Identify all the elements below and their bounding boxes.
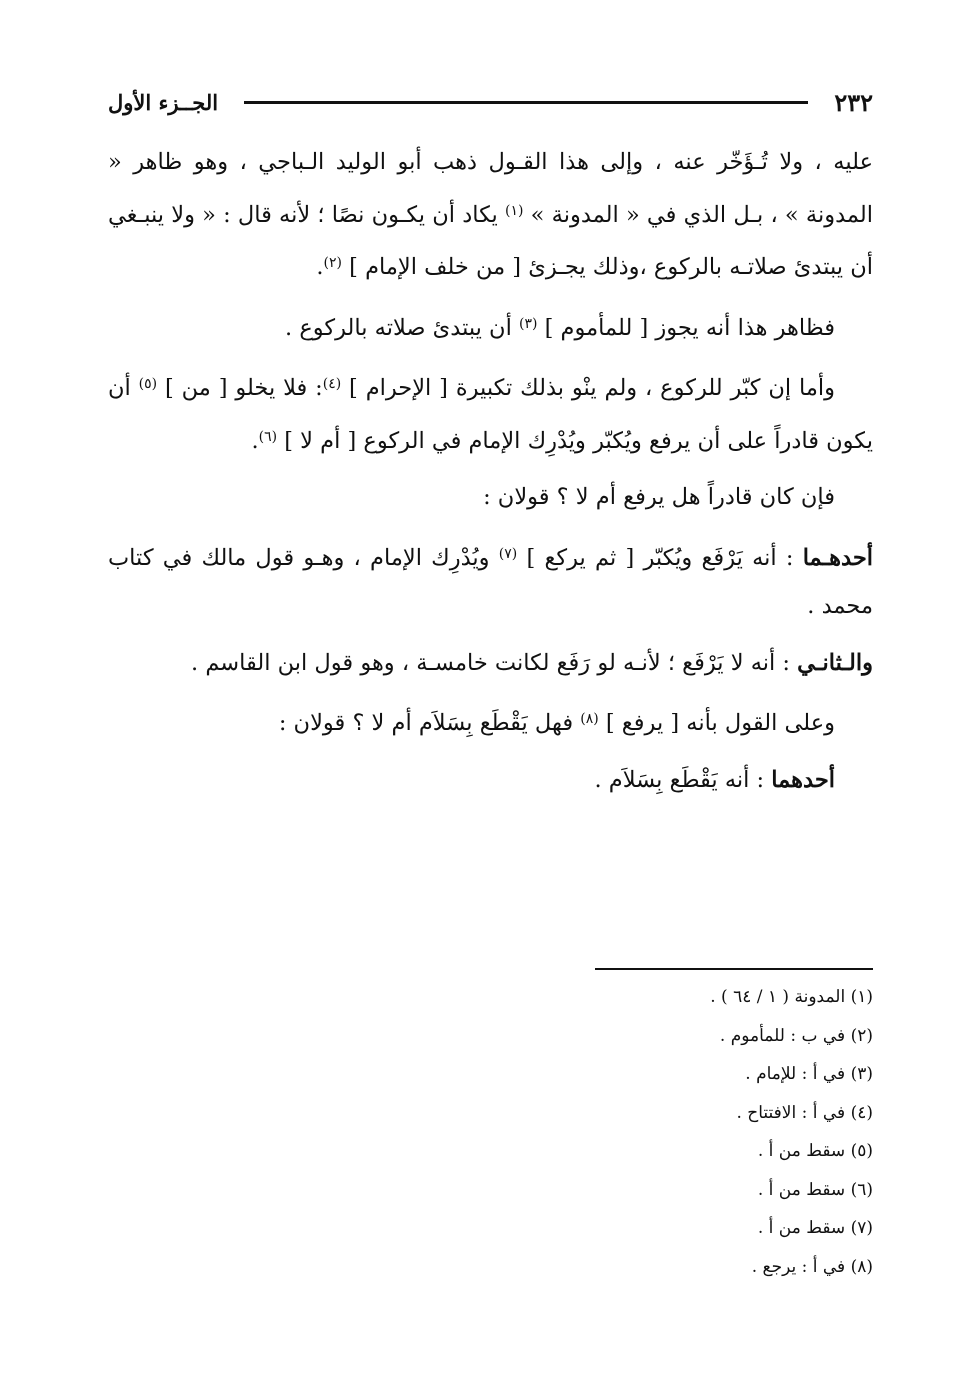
footnote-marker: (٨) xyxy=(580,711,599,727)
footnote-marker: (١) xyxy=(504,202,524,219)
main-text xyxy=(108,138,873,812)
footnote: (٤) في أ : الافتتاح . xyxy=(736,1102,873,1123)
paragraph xyxy=(108,756,873,805)
text-run: . xyxy=(316,254,324,280)
footnote-marker: (٣) xyxy=(519,315,538,332)
text-run: : أنه يَقْطَع بِسَلاَم . xyxy=(594,766,772,793)
text-run: عليه ، ولا تُـؤَخّر عنه ، وإلى هذا القـول ذهب أبو الوليد الـباجي ، وهو ظاهر « المدونة » ، بـل الذي في « المدونة » xyxy=(108,149,874,228)
paragraph xyxy=(108,530,873,631)
text-run: أن يبتدئ صلاته بالركوع . xyxy=(285,314,519,341)
text-run: ويُدْرِك الإمام ، وهـو قول مالك في كتاب محمد . xyxy=(108,544,873,619)
bold-term: والـثانـي xyxy=(797,649,873,676)
bold-term: أحدهـما xyxy=(802,544,873,571)
text-run: : فلا يخلو [ من ] xyxy=(157,375,323,401)
text-run: يكاد أن يكـون نصًا ؛ لأنه قال : « ولا ينبـغي أن يبتدئ صلاتـه بالركوع ،وذلك يجـزئ [ من خلف الإمام ] xyxy=(108,201,873,280)
page-number: ٢٣٢ xyxy=(834,87,873,117)
paragraph xyxy=(108,473,873,522)
text-run: فإن كان قادراً هل يرفع أم لا ؟ قولان : xyxy=(483,484,835,510)
footnote-marker: (٧) xyxy=(498,545,518,562)
text-run: فهل يَقْطَع بِسَلاَم أم لا ؟ قولان : xyxy=(278,710,581,736)
footnote-marker: (٤) xyxy=(322,376,342,392)
footnote-marker: (٦) xyxy=(258,428,278,445)
footnote: (٧) سقط من أ . xyxy=(757,1218,873,1238)
paragraph xyxy=(108,639,873,688)
paragraph xyxy=(108,138,873,292)
text-run: وعلى القول بأنه [ يرفع ] xyxy=(598,710,835,736)
part-title: الجــزء الأول xyxy=(108,89,219,115)
text-run: : أنه لا يَرْفَع ؛ لأنـه لو رَفَع لكانت خامسـة ، وهو قول ابن القاسم . xyxy=(191,649,798,676)
text-run: أن يكون قادراً على أن يرفع ويُكبّر ويُدْرِك الإمام في الركوع [ أم لا ] xyxy=(108,375,873,454)
footnote-marker: (٥) xyxy=(138,376,158,392)
text-run: وأما إن كبّر للركوع ، ولم ينْو بذلك تكبيرة [ الإحرام ] xyxy=(341,375,835,401)
footnote: (٨) في أ : يرجع . xyxy=(751,1256,873,1277)
bold-term: أحدهما xyxy=(771,766,835,793)
footnote-separator xyxy=(595,968,873,970)
footnote: (٦) سقط من أ . xyxy=(757,1179,873,1200)
footnote: (٢) في ب : للمأموم . xyxy=(719,1025,873,1046)
footnote-marker: (٢) xyxy=(323,255,343,271)
paragraph xyxy=(108,300,873,353)
footnotes xyxy=(433,978,873,1286)
text-run: : أنه يَرْفَع ويُكبّر [ ثم يركع ] xyxy=(517,544,803,571)
footnote: (٥) سقط من أ . xyxy=(757,1141,873,1161)
text-run: فظاهر هذا أنه يجوز [ للمأموم ] xyxy=(537,314,835,341)
footnote: (١) المدونة ( ١ / ٦٤ ) . xyxy=(710,987,873,1007)
header-rule xyxy=(244,101,808,104)
paragraph xyxy=(108,360,873,465)
running-header xyxy=(108,82,873,122)
paragraph xyxy=(108,695,873,748)
text-run: . xyxy=(251,427,259,454)
footnote: (٣) في أ : للإمام . xyxy=(745,1064,873,1084)
